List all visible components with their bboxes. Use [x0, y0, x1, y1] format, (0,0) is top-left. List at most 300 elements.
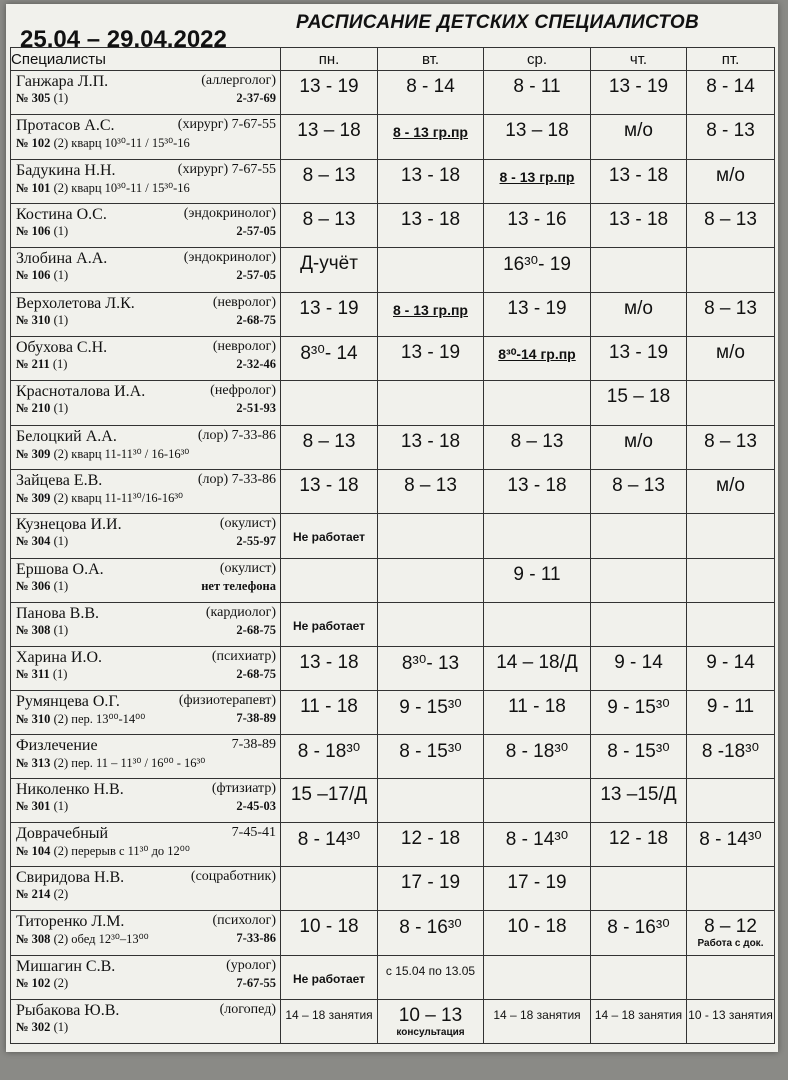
specialist-name: Зайцева Е.В.	[16, 472, 103, 489]
schedule-value: м/о	[716, 475, 745, 496]
schedule-cell-wed	[484, 71, 591, 115]
schedule-cell-mon	[281, 470, 378, 514]
schedule-cell-tue	[378, 956, 484, 1000]
specialist-name: Красноталова И.А.	[16, 383, 146, 400]
specialist-name: Николенко Н.В.	[16, 781, 124, 798]
room-extra: (2) кварц 10³⁰-11 / 15³⁰-16	[53, 136, 190, 150]
table-row	[11, 559, 775, 603]
schedule-value: 8 – 13	[302, 209, 356, 230]
schedule-cell-mon	[281, 867, 378, 911]
schedule-cell-wed	[484, 867, 591, 911]
room-extra: (1)	[53, 579, 69, 593]
specialist-specialty: (эндокринолог)	[183, 250, 276, 265]
schedule-value: 13 - 19	[400, 342, 461, 363]
schedule-cell-thu	[591, 735, 687, 779]
schedule-value: 9 - 15³⁰	[607, 697, 670, 718]
room-number: № 308	[16, 932, 51, 946]
table-row	[11, 823, 775, 867]
schedule-cell-thu	[591, 248, 687, 293]
room-extra: (1)	[53, 401, 69, 415]
table-row	[11, 514, 775, 559]
schedule-cell-thu	[591, 115, 687, 160]
specialist-name: Румянцева О.Г.	[16, 693, 120, 710]
phone-number: 2-32-46	[236, 357, 276, 371]
schedule-value: 9 - 11	[706, 696, 755, 717]
specialist-cell	[11, 956, 281, 1000]
schedule-cell-tue	[378, 1000, 484, 1044]
phone-number: 2-68-75	[236, 313, 276, 327]
room-number: № 304	[16, 534, 51, 548]
schedule-value: 13 - 18	[400, 165, 461, 186]
schedule-cell-fri	[687, 337, 775, 381]
schedule-cell-fri	[687, 779, 775, 823]
schedule-cell-tue	[378, 426, 484, 470]
specialist-specialty: (уролог)	[226, 958, 276, 973]
schedule-value: 13 - 18	[299, 475, 359, 496]
schedule-value: 8 – 13	[704, 209, 757, 230]
schedule-cell-wed	[484, 911, 591, 956]
col-header-thu: чт.	[591, 48, 687, 71]
room-number: № 106	[16, 268, 51, 282]
specialist-cell	[11, 559, 281, 603]
schedule-cell-tue	[378, 735, 484, 779]
schedule-cell-fri	[687, 115, 775, 160]
col-header-fri: пт.	[687, 48, 775, 71]
table-row	[11, 381, 775, 426]
schedule-cell-wed	[484, 956, 591, 1000]
date-range: 25.04 – 29.04.2022	[20, 26, 227, 53]
schedule-cell-fri	[687, 248, 775, 293]
table-row	[11, 204, 775, 248]
specialist-name: Белоцкий А.А.	[16, 428, 117, 445]
schedule-cell-tue	[378, 160, 484, 204]
schedule-value: 14 – 18 занятия	[594, 1008, 683, 1022]
schedule-value: 8 - 16³⁰	[399, 917, 462, 938]
schedule-value: 16³⁰- 19	[503, 254, 571, 275]
specialist-name: Мишагин С.В.	[16, 958, 116, 975]
schedule-cell-thu	[591, 381, 687, 426]
schedule-cell-thu	[591, 204, 687, 248]
phone-number: 2-57-05	[236, 224, 276, 238]
room-number: № 301	[16, 799, 51, 813]
phone-number: 2-45-03	[236, 799, 276, 813]
specialist-cell	[11, 204, 281, 248]
schedule-value: 13 - 18	[299, 652, 359, 673]
specialist-name: Обухова С.Н.	[16, 339, 108, 356]
schedule-cell-fri	[687, 823, 775, 867]
schedule-cell-mon	[281, 337, 378, 381]
schedule-value: 8 - 13 гр.пр	[499, 169, 575, 185]
room-extra: (1)	[53, 91, 69, 105]
room-extra: (1)	[53, 268, 69, 282]
col-header-mon: пн.	[281, 48, 378, 71]
specialist-specialty: (психолог)	[212, 913, 276, 928]
schedule-cell-wed	[484, 514, 591, 559]
table-row	[11, 911, 775, 956]
schedule-value: 9 - 11	[513, 564, 561, 585]
schedule-value: 8 – 13	[704, 298, 757, 319]
specialist-specialty: (кардиолог)	[205, 605, 276, 620]
schedule-cell-wed	[484, 1000, 591, 1044]
table-row	[11, 337, 775, 381]
room-number: № 306	[16, 579, 51, 593]
schedule-cell-mon	[281, 823, 378, 867]
room-number: № 310	[16, 712, 51, 726]
room-number: № 102	[16, 136, 51, 150]
specialist-name: Свиридова Н.В.	[16, 869, 125, 886]
schedule-value: 11 - 18	[508, 696, 566, 717]
schedule-value: 8 – 13	[612, 475, 665, 496]
table-row	[11, 160, 775, 204]
schedule-value: 8 – 13	[404, 475, 457, 496]
room-number: № 309	[16, 491, 51, 505]
schedule-cell-tue	[378, 71, 484, 115]
schedule-value: 8 - 14³⁰	[297, 829, 361, 850]
schedule-cell-wed	[484, 381, 591, 426]
room-number: № 310	[16, 313, 51, 327]
specialist-name: Протасов А.С.	[16, 117, 115, 134]
schedule-cell-mon	[281, 956, 378, 1000]
schedule-value: Не работает	[292, 619, 366, 633]
phone-number: 2-68-75	[236, 667, 276, 681]
schedule-cell-mon	[281, 160, 378, 204]
room-extra: (1)	[53, 534, 69, 548]
schedule-value: 13 - 19	[299, 76, 359, 97]
schedule-value: м/о	[716, 165, 745, 186]
specialist-cell	[11, 337, 281, 381]
specialist-specialty: (окулист)	[219, 516, 276, 531]
schedule-value: 15 –17/Д	[290, 784, 368, 805]
schedule-value: 9 - 15³⁰	[399, 697, 462, 718]
schedule-cell-thu	[591, 514, 687, 559]
specialist-name: Панова В.В.	[16, 605, 100, 622]
schedule-cell-thu	[591, 426, 687, 470]
schedule-value: 8 – 13	[510, 431, 564, 452]
schedule-cell-thu	[591, 823, 687, 867]
schedule-value: 13 – 18	[505, 120, 569, 141]
schedule-cell-wed	[484, 559, 591, 603]
specialist-specialty: (физиотерапевт)	[178, 693, 276, 708]
schedule-value: 12 - 18	[608, 828, 669, 849]
schedule-cell-thu	[591, 691, 687, 735]
schedule-cell-fri	[687, 956, 775, 1000]
schedule-cell-fri	[687, 911, 775, 956]
schedule-value: 8 - 15³⁰	[399, 741, 462, 762]
phone-number: 2-37-69	[236, 91, 276, 105]
room-number: № 302	[16, 1020, 51, 1034]
table-row	[11, 956, 775, 1000]
schedule-note: Работа с док.	[697, 938, 764, 949]
schedule-value: 13 - 19	[299, 298, 359, 319]
schedule-value: 17 - 19	[400, 872, 461, 893]
schedule-cell-fri	[687, 381, 775, 426]
schedule-value: 8 – 13	[704, 431, 757, 452]
schedule-cell-tue	[378, 470, 484, 514]
schedule-cell-fri	[687, 514, 775, 559]
schedule-value: 12 - 18	[400, 828, 461, 849]
schedule-cell-tue	[378, 293, 484, 337]
table-row	[11, 71, 775, 115]
schedule-value: 14 – 18 занятия	[493, 1008, 581, 1022]
table-row	[11, 426, 775, 470]
room-number: № 311	[16, 667, 50, 681]
schedule-cell-wed	[484, 293, 591, 337]
room-number: № 214	[16, 887, 51, 901]
room-extra: (2) обед 12³⁰–13⁰⁰	[53, 932, 149, 946]
specialist-cell	[11, 381, 281, 426]
schedule-cell-thu	[591, 470, 687, 514]
room-number: № 101	[16, 181, 51, 195]
schedule-cell-fri	[687, 647, 775, 691]
schedule-cell-fri	[687, 559, 775, 603]
schedule-note: консультация	[396, 1027, 465, 1038]
schedule-cell-thu	[591, 160, 687, 204]
schedule-value: 13 - 18	[400, 209, 461, 230]
table-row	[11, 1000, 775, 1044]
specialist-specialty: (аллерголог)	[201, 73, 276, 88]
schedule-value: 13 - 18	[608, 209, 669, 230]
table-row	[11, 867, 775, 911]
schedule-cell-mon	[281, 779, 378, 823]
schedule-value: 13 - 18	[400, 431, 461, 452]
room-extra: (1)	[53, 313, 69, 327]
specialist-specialty: (эндокринолог)	[183, 206, 276, 221]
schedule-cell-mon	[281, 381, 378, 426]
room-extra: (2)	[53, 887, 69, 901]
schedule-cell-mon	[281, 559, 378, 603]
room-number: № 313	[16, 756, 51, 770]
schedule-cell-fri	[687, 71, 775, 115]
schedule-cell-thu	[591, 911, 687, 956]
phone-number: 2-57-05	[236, 268, 276, 282]
specialist-cell	[11, 1000, 281, 1044]
table-row	[11, 735, 775, 779]
col-header-wed: ср.	[484, 48, 591, 71]
specialist-name: Доврачебный	[16, 825, 109, 842]
table-row	[11, 248, 775, 293]
schedule-cell-thu	[591, 293, 687, 337]
phone-number: 2-51-93	[236, 401, 276, 415]
table-row	[11, 691, 775, 735]
specialist-specialty: (невролог)	[212, 295, 276, 310]
schedule-cell-thu	[591, 1000, 687, 1044]
schedule-cell-fri	[687, 293, 775, 337]
schedule-cell-tue	[378, 204, 484, 248]
schedule-value: 9 - 14	[614, 652, 663, 673]
specialist-name: Кузнецова И.И.	[16, 516, 122, 533]
specialist-name: Костина О.С.	[16, 206, 107, 223]
schedule-cell-tue	[378, 381, 484, 426]
specialist-specialty: (логопед)	[219, 1002, 276, 1017]
table-row	[11, 293, 775, 337]
schedule-value: 8³⁰- 14	[300, 343, 358, 364]
schedule-value: Не работает	[292, 972, 366, 986]
schedule-cell-thu	[591, 603, 687, 647]
specialist-specialty: (хирург) 7-67-55	[177, 162, 276, 177]
schedule-cell-fri	[687, 204, 775, 248]
schedule-value: 8³⁰- 13	[401, 653, 460, 674]
room-extra: (2) перерыв с 11³⁰ до 12⁰⁰	[53, 844, 190, 858]
specialist-name: Верхолетова Л.К.	[16, 295, 135, 312]
room-extra: (1)	[52, 357, 68, 371]
schedule-value: 13 - 19	[507, 298, 567, 319]
schedule-value: 13 - 19	[608, 342, 669, 363]
phone-number: 2-55-97	[236, 534, 276, 548]
schedule-cell-tue	[378, 823, 484, 867]
room-extra: (2) пер. 13⁰⁰-14⁰⁰	[53, 712, 146, 726]
schedule-cell-thu	[591, 956, 687, 1000]
specialist-cell	[11, 911, 281, 956]
schedule-value: 8 – 13	[302, 165, 356, 186]
schedule-value: 13 –15/Д	[600, 784, 677, 805]
schedule-value: 8 - 16³⁰	[607, 917, 670, 938]
schedule-value: 10 - 18	[299, 916, 359, 937]
schedule-cell-fri	[687, 470, 775, 514]
specialist-specialty: (окулист)	[219, 561, 276, 576]
room-extra: (1)	[53, 224, 69, 238]
specialist-specialty: (соцработник)	[190, 869, 276, 884]
schedule-cell-wed	[484, 603, 591, 647]
phone-number: нет телефона	[201, 579, 276, 593]
schedule-value: 8 - 11	[513, 76, 561, 97]
table-row	[11, 470, 775, 514]
schedule-value: м/о	[624, 120, 653, 141]
schedule-cell-tue	[378, 603, 484, 647]
schedule-value: 8 - 13 гр.пр	[393, 302, 468, 318]
schedule-cell-wed	[484, 735, 591, 779]
schedule-value: 8 - 15³⁰	[607, 741, 670, 762]
specialist-name: Рыбакова Ю.В.	[16, 1002, 120, 1019]
specialist-specialty: 7-45-41	[231, 825, 276, 840]
schedule-value: 8 - 14	[406, 76, 455, 97]
specialist-name: Ершова О.А.	[16, 561, 104, 578]
table-row	[11, 647, 775, 691]
schedule-value: 17 - 19	[507, 872, 567, 893]
schedule-value: 8³⁰-14 гр.пр	[498, 346, 576, 362]
schedule-cell-tue	[378, 337, 484, 381]
specialist-specialty: (лор) 7-33-86	[197, 428, 276, 443]
schedule-title: РАСПИСАНИЕ ДЕТСКИХ СПЕЦИАЛИСТОВ	[296, 12, 700, 33]
schedule-cell-tue	[378, 647, 484, 691]
schedule-cell-wed	[484, 470, 591, 514]
phone-number: 7-33-86	[236, 931, 276, 945]
schedule-value: м/о	[624, 298, 653, 319]
schedule-cell-tue	[378, 559, 484, 603]
room-number: № 308	[16, 623, 51, 637]
schedule-cell-tue	[378, 115, 484, 160]
schedule-cell-wed	[484, 691, 591, 735]
schedule-value: 10 – 13	[398, 1005, 463, 1026]
header-row	[11, 48, 775, 71]
schedule-value: 8 - 18³⁰	[297, 741, 361, 762]
schedule-cell-thu	[591, 779, 687, 823]
specialist-name: Ганжара Л.П.	[16, 73, 109, 90]
phone-number: 7-38-89	[236, 711, 276, 725]
schedule-value: 8 - 13 гр.пр	[393, 124, 468, 140]
specialist-cell	[11, 71, 281, 115]
specialist-name: Злобина А.А.	[16, 250, 108, 267]
room-number: № 104	[16, 844, 51, 858]
schedule-value: 13 - 18	[608, 165, 669, 186]
schedule-cell-wed	[484, 160, 591, 204]
specialist-cell	[11, 823, 281, 867]
schedule-cell-mon	[281, 514, 378, 559]
specialist-specialty: (психиатр)	[211, 649, 276, 664]
specialist-cell	[11, 248, 281, 293]
schedule-cell-tue	[378, 867, 484, 911]
specialist-name: Харина И.О.	[16, 649, 102, 666]
schedule-value: 13 - 19	[608, 76, 669, 97]
schedule-cell-thu	[591, 337, 687, 381]
table-row	[11, 115, 775, 160]
room-number: № 211	[16, 357, 50, 371]
specialist-specialty: (хирург) 7-67-55	[177, 117, 276, 132]
schedule-cell-tue	[378, 248, 484, 293]
schedule-value: 8 – 12	[704, 916, 757, 937]
specialist-name: Физлечение	[16, 737, 98, 754]
schedule-cell-fri	[687, 160, 775, 204]
schedule-cell-mon	[281, 691, 378, 735]
schedule-cell-mon	[281, 71, 378, 115]
room-number: № 106	[16, 224, 51, 238]
schedule-value: м/о	[716, 342, 745, 363]
schedule-cell-mon	[281, 115, 378, 160]
schedule-value: 15 – 18	[606, 386, 671, 407]
schedule-table	[10, 47, 775, 1044]
specialist-cell	[11, 470, 281, 514]
schedule-value: 8 - 18³⁰	[505, 741, 569, 762]
schedule-value: 14 – 18/Д	[496, 652, 578, 673]
table-row	[11, 603, 775, 647]
schedule-cell-mon	[281, 293, 378, 337]
schedule-cell-wed	[484, 204, 591, 248]
room-extra: (1)	[53, 1020, 69, 1034]
room-extra: (2) пер. 11 – 11³⁰ / 16⁰⁰ - 16³⁰	[53, 756, 206, 770]
schedule-value: 13 - 18	[507, 475, 567, 496]
schedule-cell-mon	[281, 735, 378, 779]
specialist-cell	[11, 115, 281, 160]
specialist-name: Титоренко Л.М.	[16, 913, 125, 930]
schedule-cell-mon	[281, 647, 378, 691]
schedule-cell-fri	[687, 426, 775, 470]
schedule-cell-thu	[591, 71, 687, 115]
specialist-cell	[11, 735, 281, 779]
specialist-cell	[11, 647, 281, 691]
schedule-cell-wed	[484, 647, 591, 691]
schedule-cell-wed	[484, 779, 591, 823]
schedule-cell-mon	[281, 603, 378, 647]
specialist-name: Бадукина Н.Н.	[16, 162, 116, 179]
schedule-value: 13 - 16	[507, 209, 567, 230]
schedule-cell-mon	[281, 1000, 378, 1044]
schedule-value: 8 - 13	[706, 120, 755, 141]
schedule-cell-fri	[687, 867, 775, 911]
schedule-value: Д-учёт	[300, 253, 358, 274]
schedule-cell-mon	[281, 911, 378, 956]
schedule-cell-wed	[484, 823, 591, 867]
schedule-cell-tue	[378, 779, 484, 823]
room-extra: (1)	[53, 799, 69, 813]
schedule-cell-mon	[281, 248, 378, 293]
schedule-value: 10 - 18	[507, 916, 567, 937]
room-number: № 210	[16, 401, 51, 415]
specialist-cell	[11, 426, 281, 470]
col-header-specialists: Специалисты	[11, 48, 281, 71]
schedule-cell-thu	[591, 647, 687, 691]
room-number: № 102	[16, 976, 51, 990]
schedule-cell-tue	[378, 911, 484, 956]
room-number: № 305	[16, 91, 51, 105]
